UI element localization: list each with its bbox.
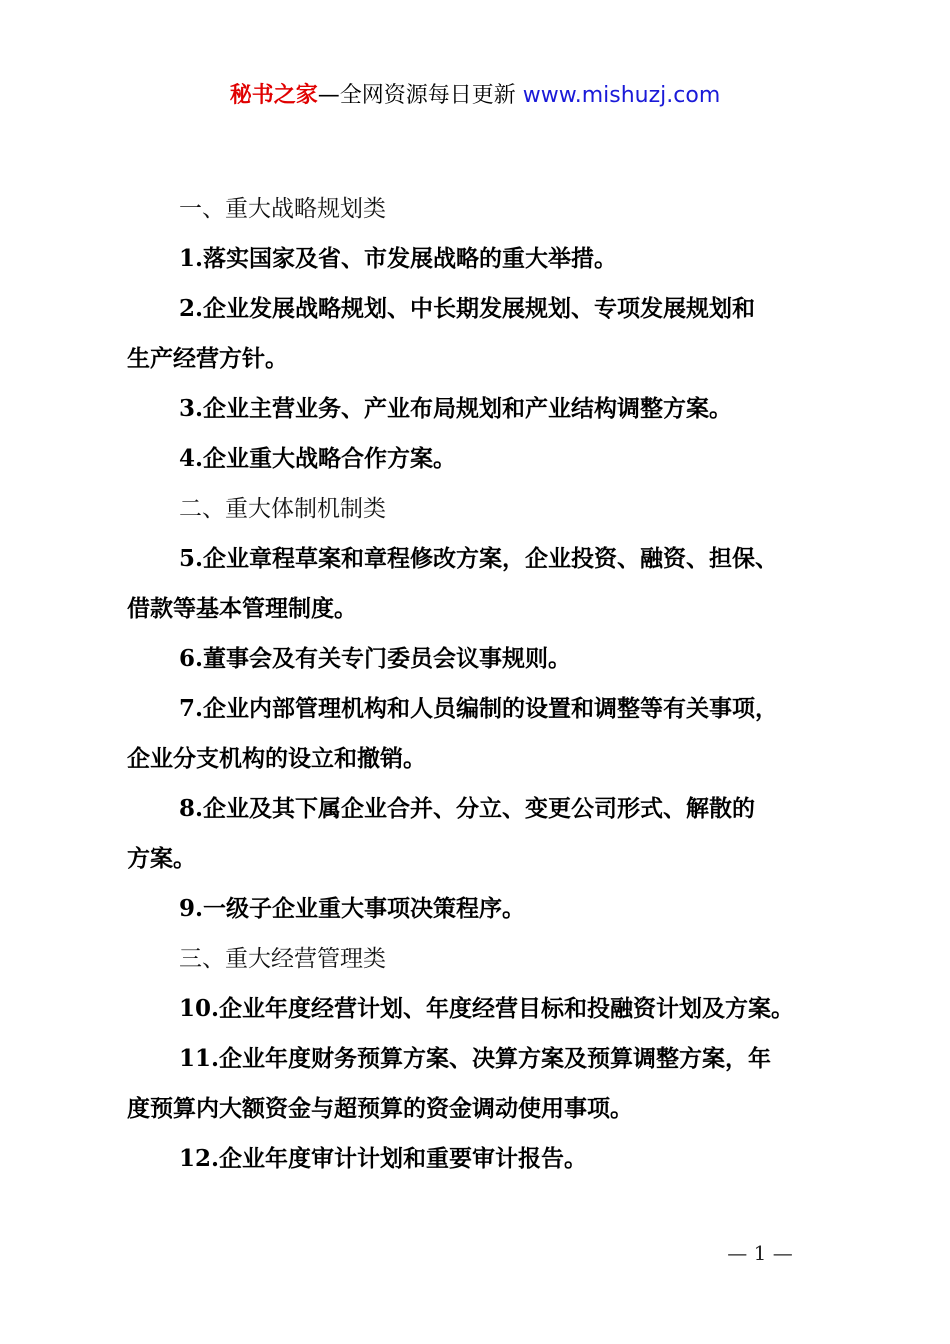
- list-item-4: [127, 434, 847, 484]
- item-text: 方案。: [127, 846, 196, 872]
- item-number: 5.: [179, 545, 204, 572]
- item-text: 董事会及有关专门委员会议事规则。: [203, 646, 572, 672]
- item-text: 生产经营方针。: [127, 346, 288, 372]
- list-item-8: [127, 784, 847, 834]
- list-item-2-continued: [127, 334, 847, 384]
- list-item-10: [127, 984, 847, 1034]
- item-number: 3.: [179, 395, 204, 422]
- item-text: 企业重大战略合作方案。: [203, 446, 457, 472]
- item-number: 6.: [179, 645, 204, 672]
- item-number: 12.: [179, 1145, 220, 1172]
- list-item-6: [127, 634, 847, 684]
- item-number: 1.: [179, 245, 204, 272]
- item-text: 企业及其下属企业合并、分立、变更公司形式、解散的: [203, 796, 756, 822]
- item-number: 4.: [179, 445, 204, 472]
- item-text: 企业内部管理机构和人员编制的设置和调整等有关事项，: [203, 696, 779, 722]
- item-number: 7.: [179, 695, 204, 722]
- section-heading-2: 二、重大体制机制类: [179, 496, 386, 522]
- list-item-9: [127, 884, 847, 934]
- list-item-11-continued: [127, 1084, 847, 1134]
- list-item-5: [127, 534, 847, 584]
- item-text: 度预算内大额资金与超预算的资金调动使用事项。: [127, 1096, 633, 1122]
- list-item-1: [127, 234, 847, 284]
- section-heading-3: 三、重大经营管理类: [179, 946, 386, 972]
- item-number: 10.: [179, 995, 220, 1022]
- item-number: 11.: [179, 1045, 220, 1072]
- item-text: 落实国家及省、市发展战略的重大举措。: [203, 246, 618, 272]
- list-item-12: [127, 1134, 847, 1184]
- item-text: 企业年度审计计划和重要审计报告。: [219, 1146, 588, 1172]
- section-heading-1: 一、重大战略规划类: [179, 196, 386, 222]
- document-body: [127, 184, 847, 1184]
- item-text: 企业年度财务预算方案、决算方案及预算调整方案，年: [219, 1046, 772, 1072]
- brand-name: 秘书之家: [229, 83, 318, 108]
- list-item-7-continued: [127, 734, 847, 784]
- list-item-8-continued: [127, 834, 847, 884]
- list-item-5-continued: [127, 584, 847, 634]
- header-tagline: —全网资源每日更新: [317, 83, 523, 108]
- item-text: 企业年度经营计划、年度经营目标和投融资计划及方案。: [219, 996, 795, 1022]
- item-number: 9.: [179, 895, 204, 922]
- page-number: — 1 —: [727, 1241, 793, 1265]
- list-item-3: [127, 384, 847, 434]
- list-item-2: [127, 284, 847, 334]
- item-text: 企业发展战略规划、中长期发展规划、专项发展规划和: [203, 296, 756, 322]
- item-text: 一级子企业重大事项决策程序。: [203, 896, 526, 922]
- item-number: 2.: [179, 295, 204, 322]
- item-number: 8.: [179, 795, 204, 822]
- header-url[interactable]: www.mishuzj.com: [522, 83, 721, 108]
- list-item-11: [127, 1034, 847, 1084]
- item-text: 企业章程草案和章程修改方案，企业投资、融资、担保、: [203, 546, 779, 572]
- item-text: 借款等基本管理制度。: [127, 596, 357, 622]
- item-text: 企业分支机构的设立和撤销。: [127, 746, 426, 772]
- page-header: [0, 80, 950, 112]
- item-text: 企业主营业务、产业布局规划和产业结构调整方案。: [203, 396, 733, 422]
- list-item-7: [127, 684, 847, 734]
